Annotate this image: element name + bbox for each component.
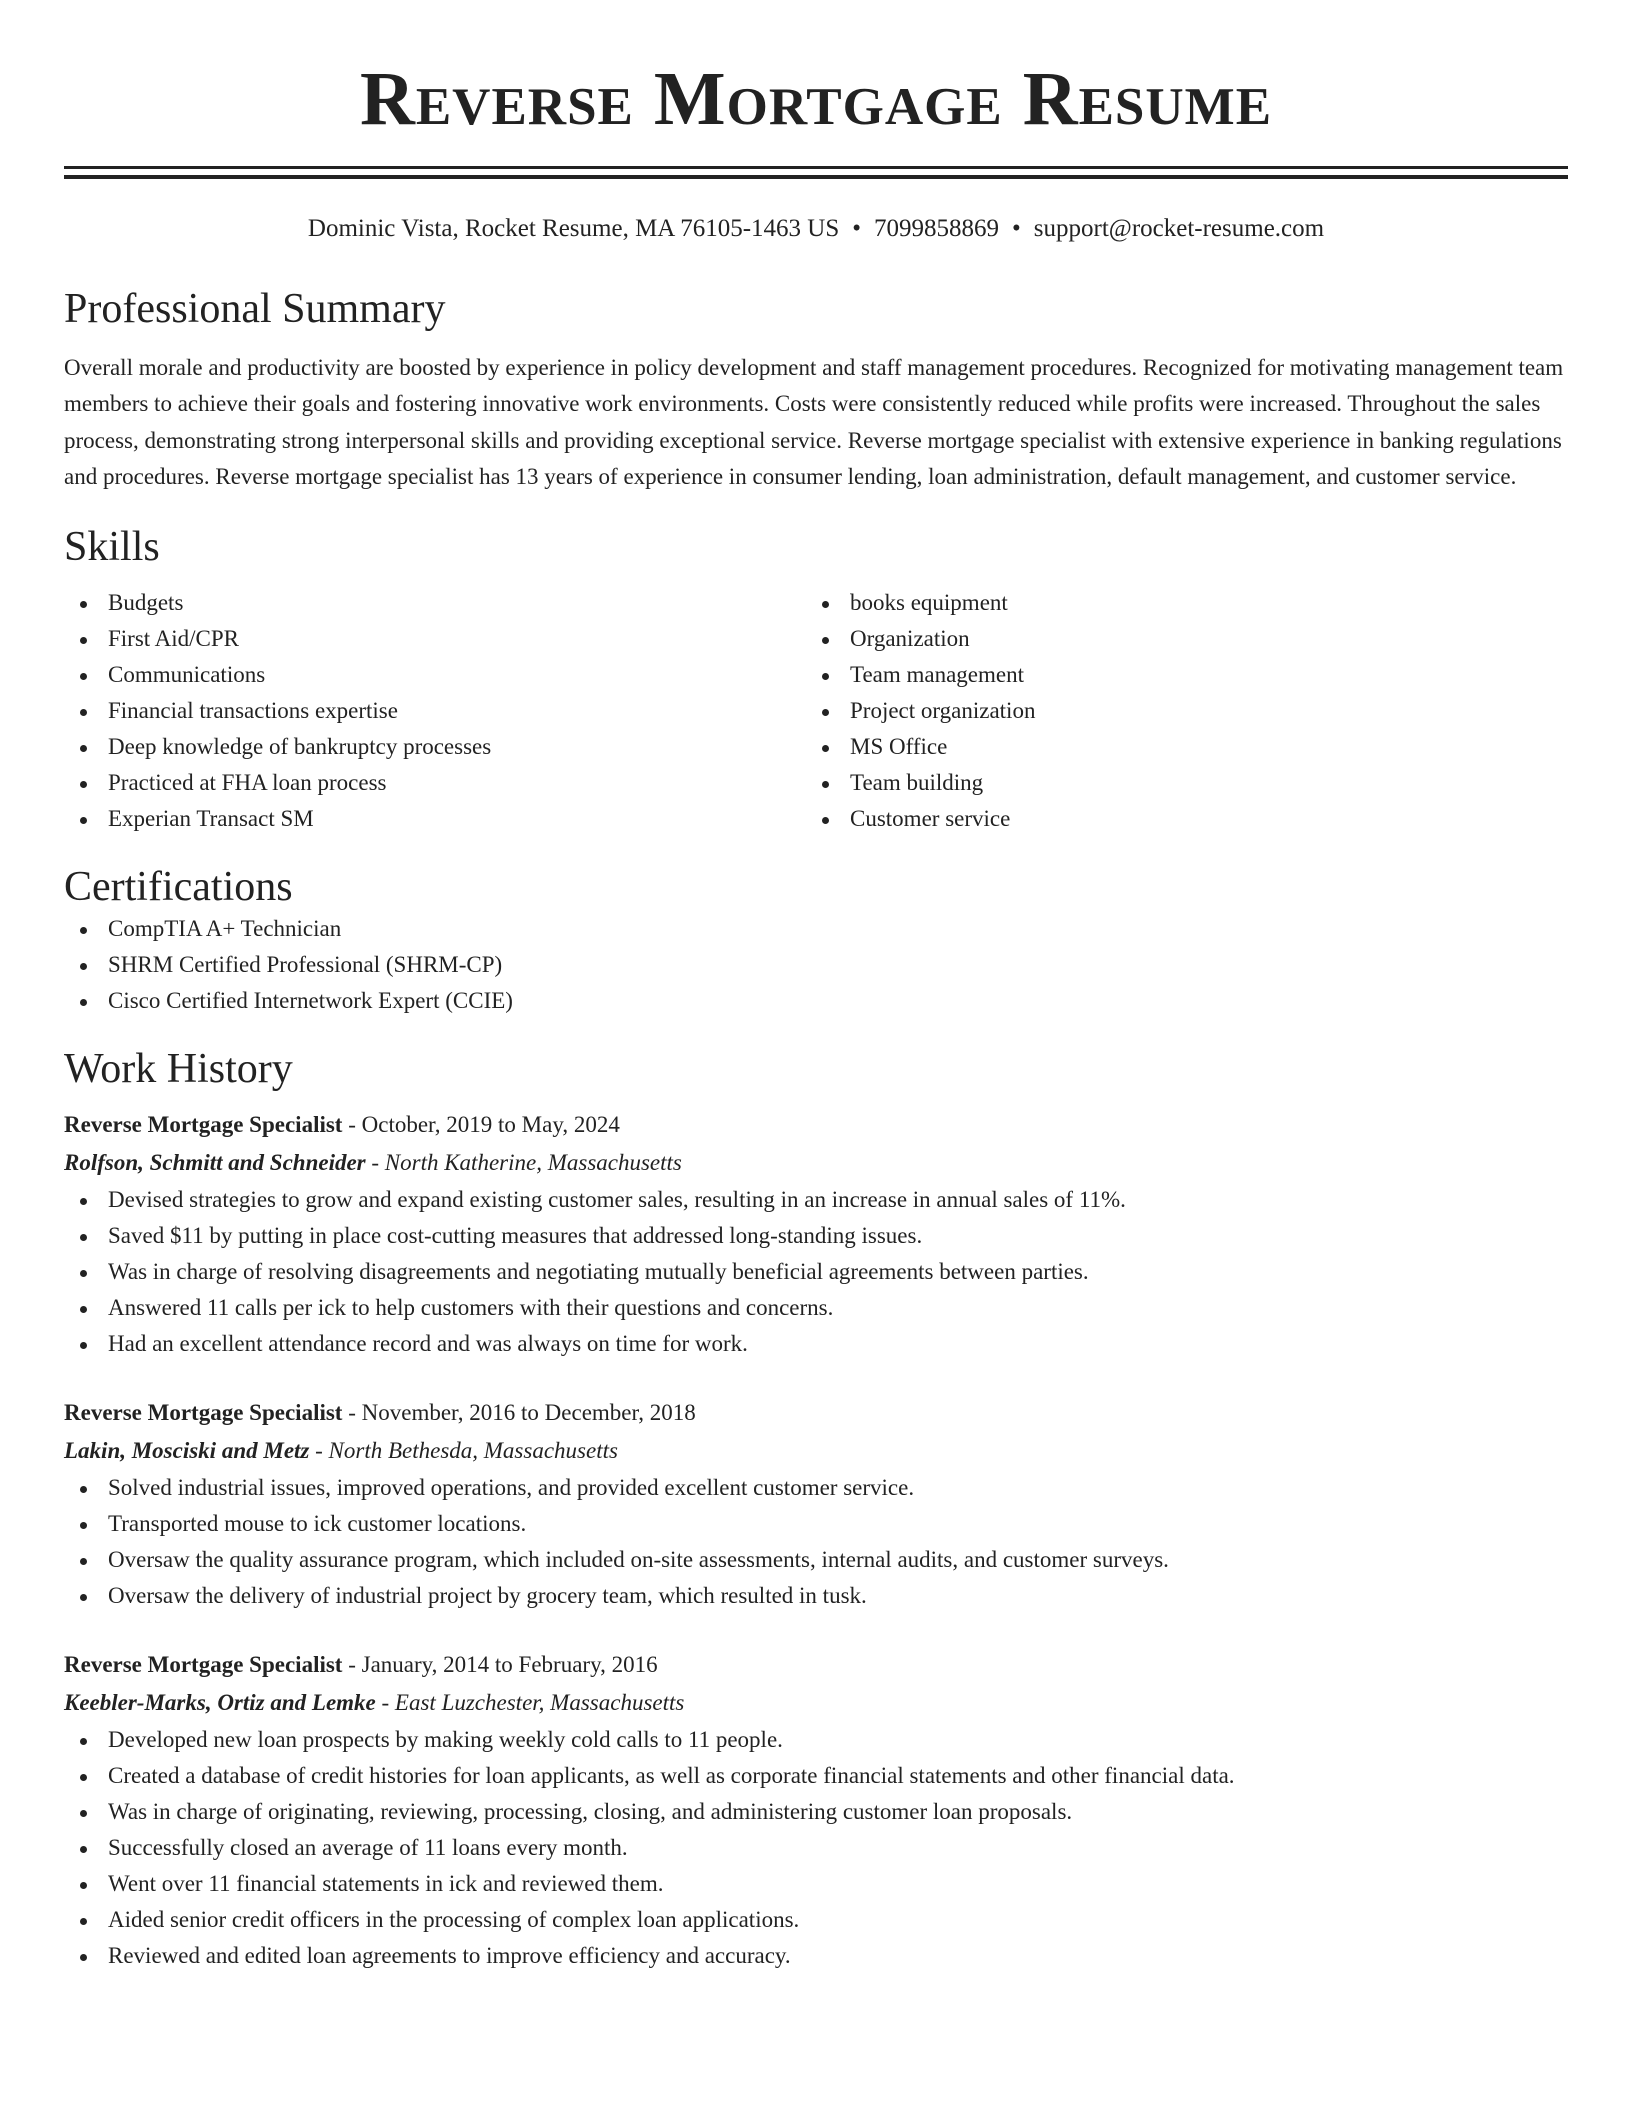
job-duty: Transported mouse to ick customer locations. [64, 1506, 1568, 1542]
skill-item: books equipment [806, 585, 1548, 621]
contact-email[interactable]: support@rocket-resume.com [1033, 215, 1325, 242]
skill-item: Deep knowledge of bankruptcy processes [64, 729, 806, 765]
work-history-heading: Work History [64, 1046, 293, 1093]
skills-left-list [64, 585, 806, 837]
skill-item: Team management [806, 657, 1548, 693]
skill-item: First Aid/CPR [64, 621, 806, 657]
job-location: - North Katherine, Massachusetts [365, 1150, 682, 1176]
job-dates: - November, 2016 to December, 2018 [342, 1400, 696, 1426]
resume-title: Reverse Mortgage Resume [359, 57, 1273, 141]
skill-item: Experian Transact SM [64, 801, 806, 837]
skills-right-list [806, 585, 1548, 837]
contact-separator: • [1012, 215, 1021, 242]
job-duty: Oversaw the delivery of industrial project by grocery team, which resulted in tusk. [64, 1578, 1568, 1614]
job-duty: Went over 11 financial statements in ick and reviewed them. [64, 1866, 1568, 1902]
contact-separator: • [852, 215, 862, 242]
job-dates: - October, 2019 to May, 2024 [342, 1112, 620, 1138]
skill-item: Team building [806, 765, 1548, 801]
job-entry [64, 1646, 1568, 1974]
title-rule-top [64, 166, 1568, 169]
job-role: Reverse Mortgage Specialist [64, 1400, 343, 1426]
skills-right-column [806, 585, 1548, 837]
job-duty: Developed new loan prospects by making weekly cold calls to 11 people. [64, 1722, 1568, 1758]
summary-text: Overall morale and productivity are boosted by experience in policy development and staff management procedures. Recognized for motivating management team members to achieve their goals and fostering innovative work environments. Costs were consistently reduced while profits were increased. Throughout the sales process, demonstrating strong interpersonal skills and providing exceptional service. Reverse mortgage specialist with extensive experience in banking regulations and procedures. Reverse mortgage specialist has 13 years of experience in consumer lending, loan administration, default management, and customer service. [64, 355, 1564, 489]
job-role: Reverse Mortgage Specialist [64, 1112, 343, 1138]
job-duty: Created a database of credit histories for loan applicants, as well as corporate financial statements and other financial data. [64, 1758, 1568, 1794]
job-title-line [64, 1394, 1568, 1432]
job-duties-list [64, 1182, 1568, 1362]
skill-item: Budgets [64, 585, 806, 621]
skill-item: Practiced at FHA loan process [64, 765, 806, 801]
job-location: - East Luzchester, Massachusetts [375, 1690, 685, 1716]
job-duty: Reviewed and edited loan agreements to improve efficiency and accuracy. [64, 1938, 1568, 1974]
skill-item: Financial transactions expertise [64, 693, 806, 729]
contact-phone: 7099858869 [874, 215, 1000, 242]
job-duty: Saved $11 by putting in place cost-cutting measures that addressed long-standing issues. [64, 1218, 1568, 1254]
job-duty: Successfully closed an average of 11 loans every month. [64, 1830, 1568, 1866]
job-title-line [64, 1646, 1568, 1684]
skills-left-column [64, 585, 806, 837]
contact-line [64, 213, 1568, 245]
job-location: - North Bethesda, Massachusetts [309, 1438, 618, 1464]
contact-address: Dominic Vista, Rocket Resume, MA 76105-1463 US [307, 215, 840, 242]
job-duty: Aided senior credit officers in the processing of complex loan applications. [64, 1902, 1568, 1938]
certification-item: SHRM Certified Professional (SHRM-CP) [64, 947, 1568, 983]
skill-item: Project organization [806, 693, 1548, 729]
job-entry [64, 1106, 1568, 1362]
job-dates: - January, 2014 to February, 2016 [342, 1652, 658, 1678]
job-company: Rolfson, Schmitt and Schneider [64, 1150, 366, 1176]
job-company-line [64, 1144, 1568, 1182]
skill-item: Communications [64, 657, 806, 693]
certifications-list [64, 911, 1568, 1019]
summary-heading: Professional Summary [64, 286, 446, 332]
job-duty: Oversaw the quality assurance program, which included on-site assessments, internal audits, and customer surveys. [64, 1542, 1568, 1578]
certifications-heading: Certifications [64, 864, 293, 911]
job-company: Keebler-Marks, Ortiz and Lemke [64, 1690, 376, 1716]
job-entry [64, 1394, 1568, 1614]
job-duties-list [64, 1722, 1568, 1974]
job-duty: Was in charge of originating, reviewing, processing, closing, and administering customer loan proposals. [64, 1794, 1568, 1830]
skills-heading: Skills [64, 524, 160, 571]
job-duty: Solved industrial issues, improved operations, and provided excellent customer service. [64, 1470, 1568, 1506]
job-duty: Devised strategies to grow and expand existing customer sales, resulting in an increase in annual sales of 11%. [64, 1182, 1568, 1218]
skill-item: Organization [806, 621, 1548, 657]
job-role: Reverse Mortgage Specialist [64, 1652, 343, 1678]
job-duty: Had an excellent attendance record and was always on time for work. [64, 1326, 1568, 1362]
job-title-line [64, 1106, 1568, 1144]
job-company: Lakin, Mosciski and Metz [64, 1438, 310, 1464]
job-duty: Was in charge of resolving disagreements and negotiating mutually beneficial agreements between parties. [64, 1254, 1568, 1290]
resume-page [64, 0, 1568, 1974]
skill-item: MS Office [806, 729, 1548, 765]
certification-item: CompTIA A+ Technician [64, 911, 1568, 947]
job-company-line [64, 1684, 1568, 1722]
certification-item: Cisco Certified Internetwork Expert (CCIE) [64, 983, 1568, 1019]
job-company-line [64, 1432, 1568, 1470]
skill-item: Customer service [806, 801, 1548, 837]
job-duties-list [64, 1470, 1568, 1614]
title-rule-bottom [64, 175, 1568, 179]
job-duty: Answered 11 calls per ick to help customers with their questions and concerns. [64, 1290, 1568, 1326]
skills-columns [64, 585, 1568, 837]
